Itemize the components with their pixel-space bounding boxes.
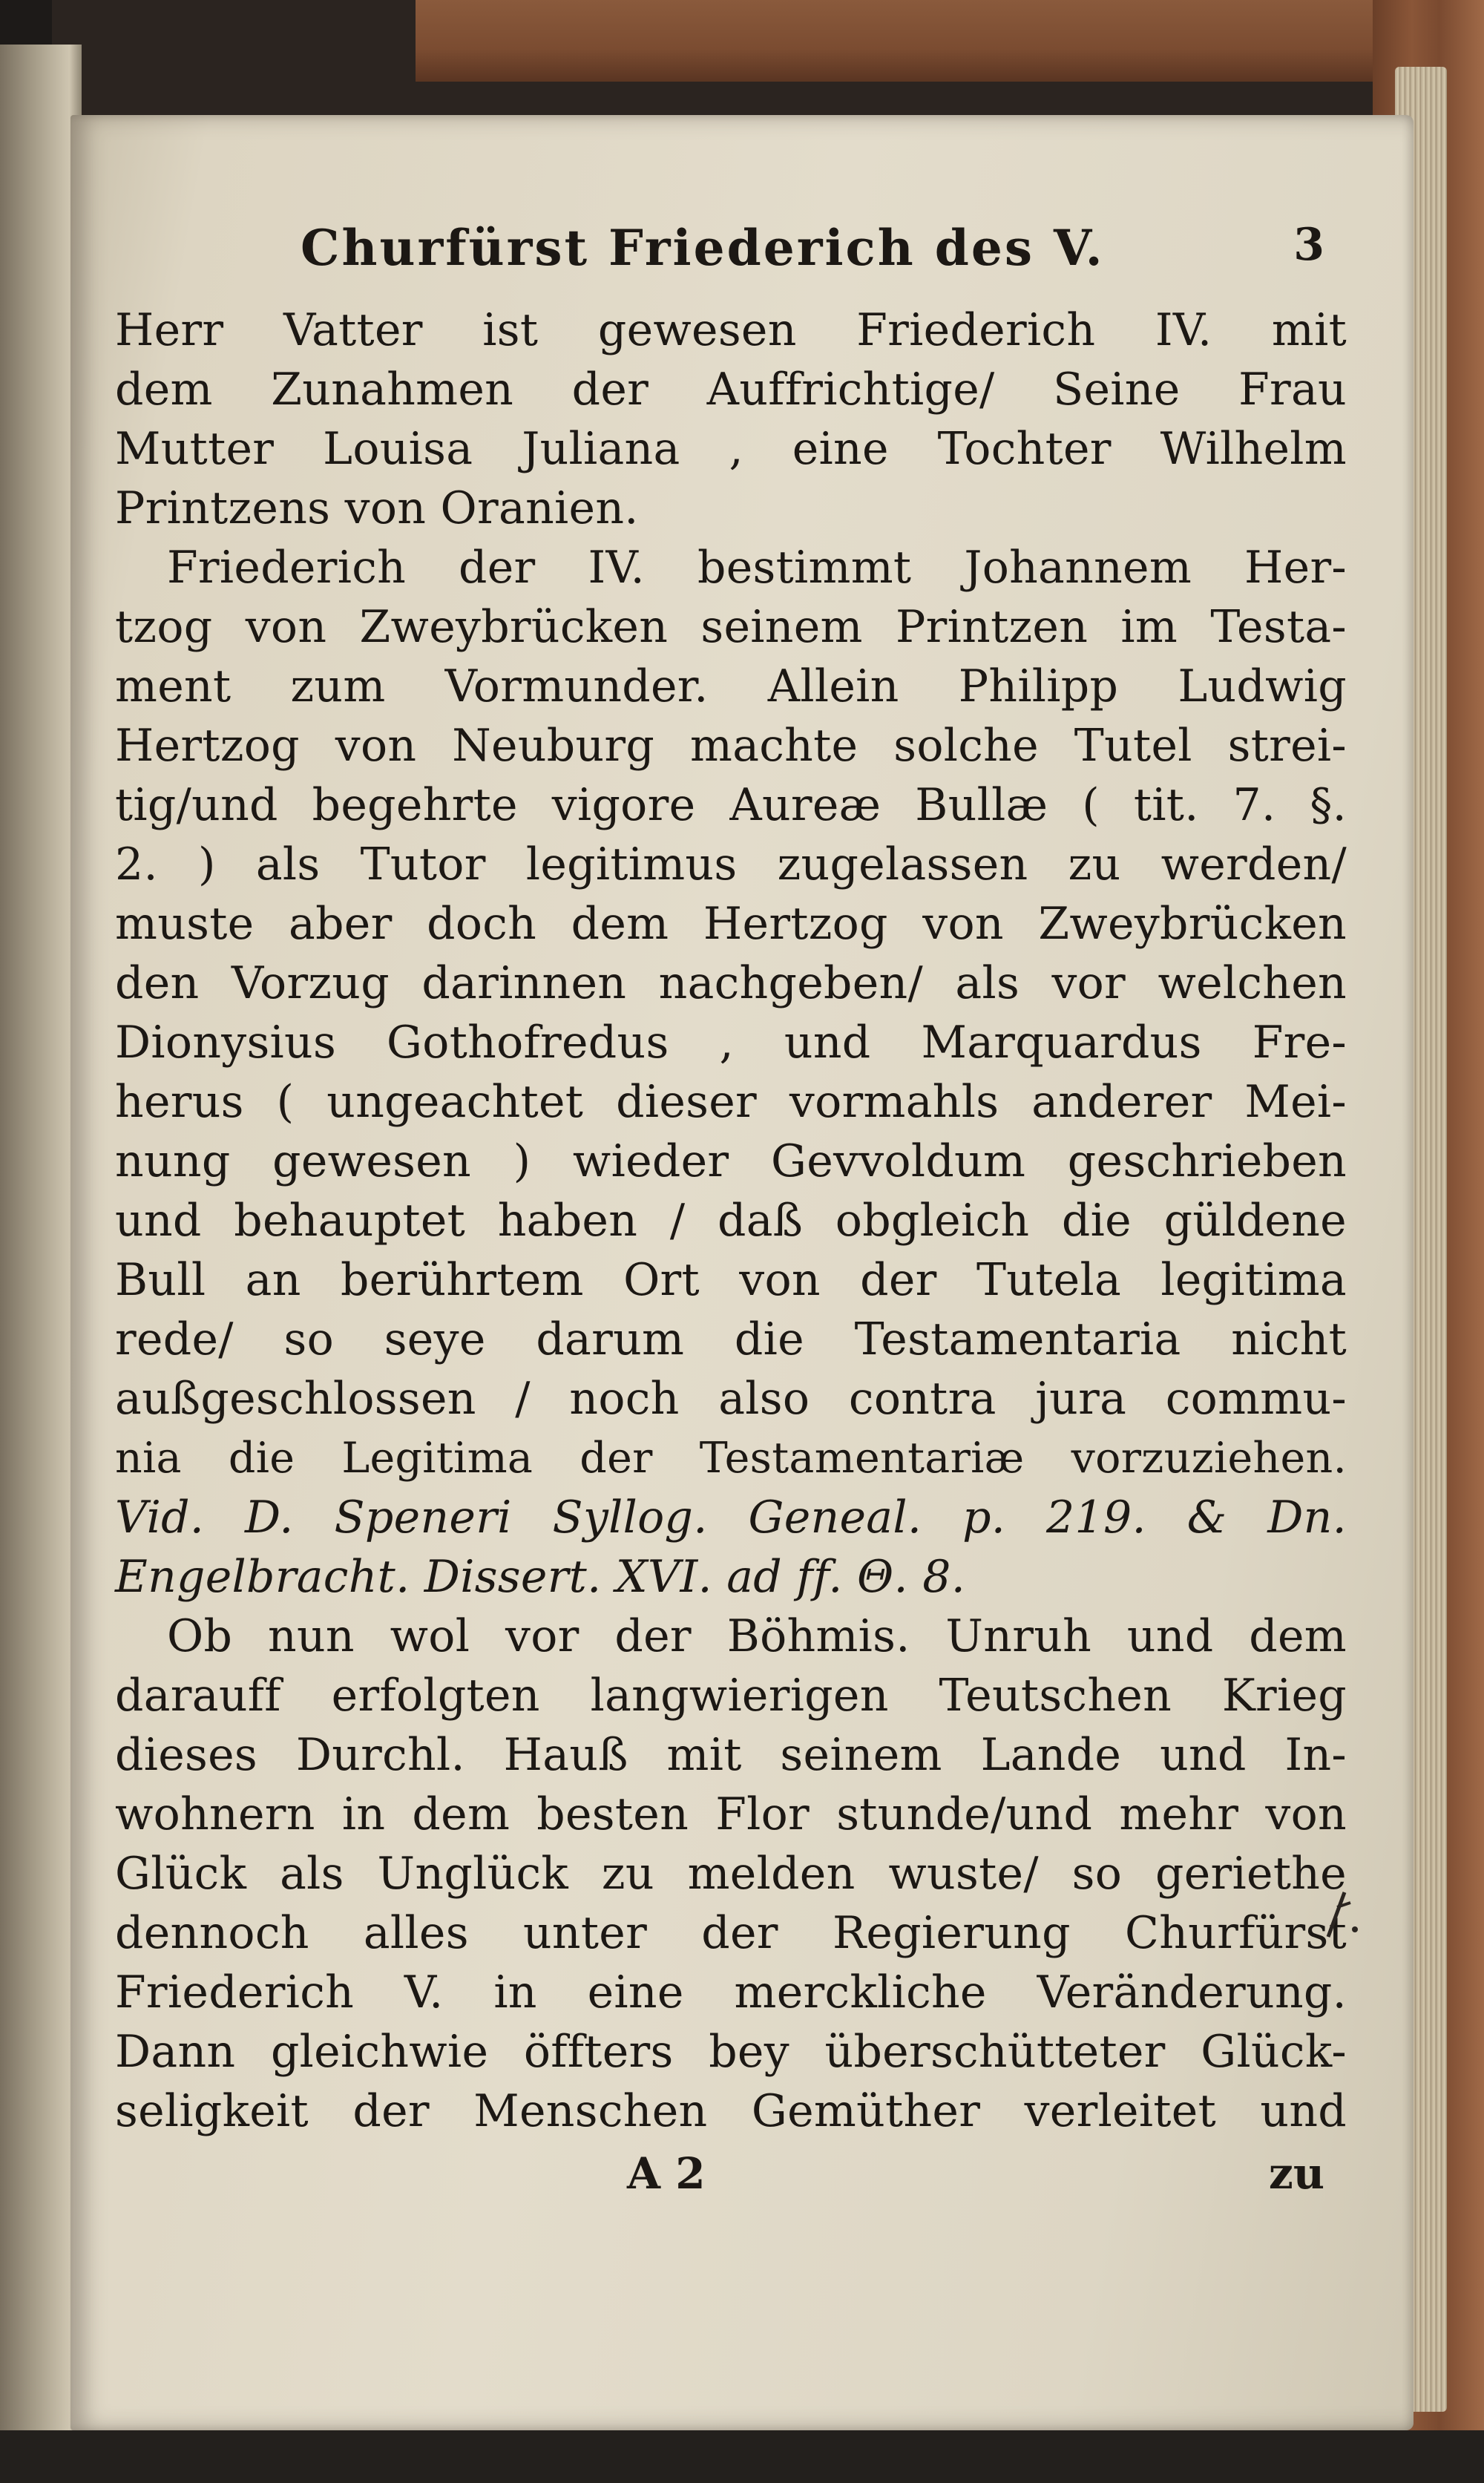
text-line: wohnern in dem besten Flor stunde/und mehr von xyxy=(115,1788,1347,1840)
running-head xyxy=(115,219,1347,301)
text-line: dennoch alles unter der Regierung Churfürst xyxy=(115,1907,1347,1959)
text-line: nia die Legitima der Testamentariæ vorzuziehen. xyxy=(115,1434,1347,1483)
page-number: 3 xyxy=(1293,219,1324,271)
text-line: ment zum Vormunder. Allein Philipp Ludwig xyxy=(115,660,1347,712)
text-line: herus ( ungeachtet dieser vormahls anderer Mei- xyxy=(115,1076,1347,1128)
table-surface xyxy=(0,2430,1484,2483)
text-line: Printzens von Oranien. xyxy=(115,482,639,534)
text-line: Ob nun wol vor der Böhmis. Unruh und dem xyxy=(167,1610,1347,1662)
wood-surface-top xyxy=(416,0,1484,82)
page-footer xyxy=(115,2148,1347,2215)
text-line: außgeschlossen / noch also contra jura commu- xyxy=(115,1373,1347,1425)
text-line: Glück als Unglück zu melden wuste/ so geriethe xyxy=(115,1848,1347,1900)
text-line: nung gewesen ) wieder Gevvoldum geschrieben xyxy=(115,1135,1347,1187)
text-line: tzog von Zweybrücken seinem Printzen im Testa- xyxy=(115,601,1347,653)
text-block xyxy=(115,219,1347,2215)
text-line: den Vorzug darinnen nachgeben/ als vor welchen xyxy=(115,957,1347,1009)
text-line: 2. ) als Tutor legitimus zugelassen zu werden/ xyxy=(115,839,1347,890)
ink-mark-icon xyxy=(1306,1885,1365,1944)
text-line: Friederich der IV. bestimmt Johannem Her- xyxy=(167,542,1347,594)
text-line: Bull an berührtem Ort von der Tutela legitima xyxy=(115,1254,1347,1306)
text-line: Friederich V. in eine merckliche Veränderung. xyxy=(115,1967,1347,2018)
text-line: dieses Durchl. Hauß mit seinem Lande und In- xyxy=(115,1729,1347,1781)
text-line: Hertzog von Neuburg machte solche Tutel strei- xyxy=(115,720,1347,772)
running-head-title: Churfürst Friederich des V. xyxy=(301,219,1105,277)
text-line: muste aber doch dem Hertzog von Zweybrücken xyxy=(115,898,1347,950)
text-line: Dionysius Gothofredus , und Marquardus Fre- xyxy=(115,1017,1347,1069)
facing-page-edge xyxy=(0,45,82,2464)
text-line: Herr Vatter ist gewesen Friederich IV. mit xyxy=(115,304,1347,356)
text-line: Dann gleichwie öffters bey überschütteter Glück- xyxy=(115,2026,1347,2078)
signature-mark: A 2 xyxy=(627,2148,706,2199)
text-line: Mutter Louisa Juliana , eine Tochter Wilhelm xyxy=(115,423,1347,475)
text-line: und behauptet haben / daß obgleich die güldene xyxy=(115,1195,1347,1247)
book-page xyxy=(70,115,1414,2430)
citation-line: Vid. D. Speneri Syllog. Geneal. p. 219. & Dn. xyxy=(115,1492,1347,1544)
text-line: darauff erfolgten langwierigen Teutschen Krieg xyxy=(115,1670,1347,1722)
catchword: zu xyxy=(1268,2148,1324,2199)
text-line: tig/und begehrte vigore Aureæ Bullæ ( tit. 7. §. xyxy=(115,779,1347,831)
text-line: seligkeit der Menschen Gemüther verleitet und xyxy=(115,2085,1347,2137)
text-line: dem Zunahmen der Auffrichtige/ Seine Frau xyxy=(115,364,1347,416)
citation-line: Engelbracht. Dissert. XVI. ad ff. Θ. 8. xyxy=(115,1551,966,1603)
text-line: rede/ so seye darum die Testamentaria nicht xyxy=(115,1313,1347,1365)
